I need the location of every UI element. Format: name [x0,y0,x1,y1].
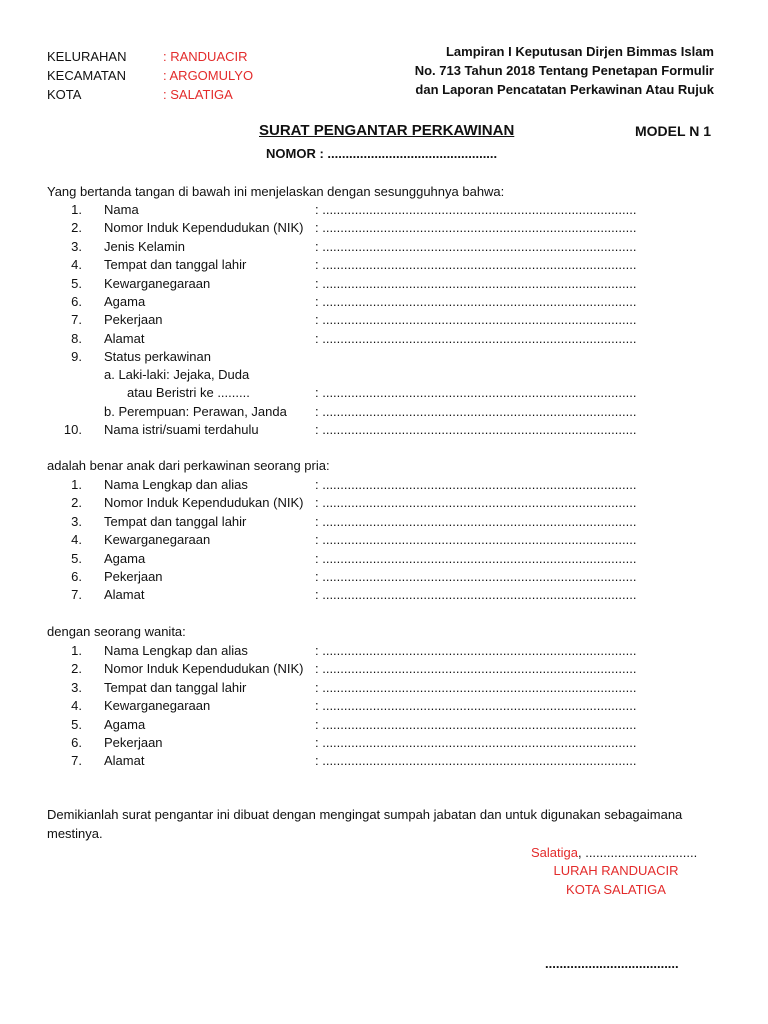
closing-line-1: Demikianlah surat pengantar ini dibuat dengan mengingat sumpah jabatan dan untuk digunakan sebagaimana [47,807,683,822]
subject-field-number: 1. [71,202,82,217]
status-sub-a-continuation: atau Beristri ke ......... [127,385,250,400]
subject-field-number: 8. [71,330,82,346]
father-field-fill-line: : ....................................................................................... [315,513,637,529]
signature-place-date [531,844,697,861]
father-field-label: Agama [104,550,146,566]
subject-field-label: Status perkawinan [104,349,211,365]
mother-field-number: 7. [71,753,82,769]
attachment-line-3: dan Laporan Pencatatan Perkawinan Atau Rujuk [415,82,714,97]
document-title: SURAT PENGANTAR PERKAWINAN [259,122,515,139]
father-field-fill-line: : ....................................................................................... [315,587,637,603]
mother-field-label: Agama [104,716,146,732]
mother-field-fill-line: : ....................................................................................... [315,735,637,750]
subject-field-number: 9. [71,349,82,365]
status-sub-b-label: b. Perempuan: Perawan, Janda [104,404,287,419]
mother-field-label: Pekerjaan [104,735,163,750]
subject-field-label: Nomor Induk Kependudukan (NIK) [104,220,304,236]
father-field-fill-line: : ....................................................................................... [315,495,637,511]
mother-field-label: Kewarganegaraan [104,698,211,714]
mother-field-number: 4. [71,698,82,714]
signature-date: , ............................... [577,845,698,860]
mother-field-label: Alamat [104,753,145,769]
status-sub-a-label: a. Laki-laki: Jejaka, Duda [104,367,250,382]
subject-field-fill-line: : ....................................................................................... [315,202,637,217]
kelurahan-label: KELURAHAN [47,49,127,64]
kecamatan-label: KECAMATAN [47,68,126,83]
father-field-number: 2. [71,495,82,511]
subject-field-label: Kewarganegaraan [104,275,211,291]
father-field-number: 6. [71,569,82,584]
field-10-number: 10. [63,422,82,437]
kecamatan-value: : ARGOMULYO [163,68,254,83]
mother-field-number: 1. [71,643,82,658]
father-field-label: Alamat [104,587,145,603]
mother-field-number: 2. [71,661,82,677]
kota-value: : SALATIGA [163,87,233,102]
status-sub-a-fill-line: : ....................................................................................... [315,385,637,400]
subject-field-label: Alamat [104,330,145,346]
signature-city: KOTA SALATIGA [566,882,666,897]
father-field-fill-line: : ....................................................................................... [315,569,637,584]
subject-field-number: 5. [71,275,82,291]
mother-field-number: 3. [71,679,82,695]
subject-field-number: 4. [71,257,82,273]
father-field-number: 7. [71,587,82,603]
field-10-fill-line: : ....................................................................................... [315,422,637,437]
field-10-label: Nama istri/suami terdahulu [104,422,259,437]
subject-field-fill-line: : ....................................................................................... [315,294,637,309]
subject-field-fill-line: : ....................................................................................... [315,312,637,328]
subject-field-fill-line: : ....................................................................................... [315,220,637,236]
father-field-label: Nomor Induk Kependudukan (NIK) [104,495,304,511]
father-field-label: Pekerjaan [104,569,163,584]
father-field-number: 5. [71,550,82,566]
subject-field-number: 7. [71,312,82,328]
closing-line-2: mestinya. [47,826,103,841]
father-field-fill-line: : ....................................................................................... [315,550,637,566]
father-field-number: 1. [71,477,82,492]
subject-field-fill-line: : ....................................................................................... [315,257,637,273]
father-field-fill-line: : ....................................................................................... [315,477,637,492]
signature-place: Salatiga [531,845,578,860]
signature-name-line: ..................................... [545,956,679,971]
mother-field-number: 5. [71,716,82,732]
mother-field-label: Nomor Induk Kependudukan (NIK) [104,661,304,677]
mother-field-fill-line: : ....................................................................................... [315,753,637,769]
mother-field-fill-line: : ....................................................................................... [315,679,637,695]
signature-office: LURAH RANDUACIR [553,863,679,878]
mother-field-fill-line: : ....................................................................................... [315,661,637,677]
father-field-label: Tempat dan tanggal lahir [104,513,247,529]
mother-intro: dengan seorang wanita: [47,624,186,639]
model-code: MODEL N 1 [635,123,711,139]
father-field-number: 3. [71,513,82,529]
attachment-line-2: No. 713 Tahun 2018 Tentang Penetapan Formulir [414,63,714,78]
mother-field-fill-line: : ....................................................................................... [315,698,637,714]
subject-field-label: Pekerjaan [104,312,163,328]
father-field-number: 4. [71,532,82,548]
document-number: NOMOR : ............................................... [266,146,498,161]
subject-field-label: Jenis Kelamin [104,238,185,254]
subject-field-fill-line: : ....................................................................................... [315,238,637,254]
subject-field-label: Nama [104,202,139,217]
attachment-line-1: Lampiran I Keputusan Dirjen Bimmas Islam [445,44,714,59]
mother-field-label: Tempat dan tanggal lahir [104,679,247,695]
mother-field-number: 6. [71,735,82,750]
subject-field-number: 6. [71,294,82,309]
kota-label: KOTA [47,87,82,102]
mother-field-fill-line: : ....................................................................................... [315,716,637,732]
subject-field-number: 3. [71,238,82,254]
father-field-label: Nama Lengkap dan alias [104,477,248,492]
subject-field-fill-line: : ....................................................................................... [315,330,637,346]
father-intro: adalah benar anak dari perkawinan seorang pria: [47,458,330,473]
subject-field-label: Agama [104,294,146,309]
father-field-fill-line: : ....................................................................................... [315,532,637,548]
mother-field-label: Nama Lengkap dan alias [104,643,248,658]
subject-field-number: 2. [71,220,82,236]
subject-field-fill-line: : ....................................................................................... [315,275,637,291]
mother-field-fill-line: : ....................................................................................... [315,643,637,658]
subject-field-label: Tempat dan tanggal lahir [104,257,247,273]
kelurahan-value: : RANDUACIR [163,49,248,64]
intro-paragraph: Yang bertanda tangan di bawah ini menjelaskan dengan sesungguhnya bahwa: [47,184,505,199]
status-sub-b-fill-line: : ....................................................................................... [315,404,637,419]
father-field-label: Kewarganegaraan [104,532,211,548]
